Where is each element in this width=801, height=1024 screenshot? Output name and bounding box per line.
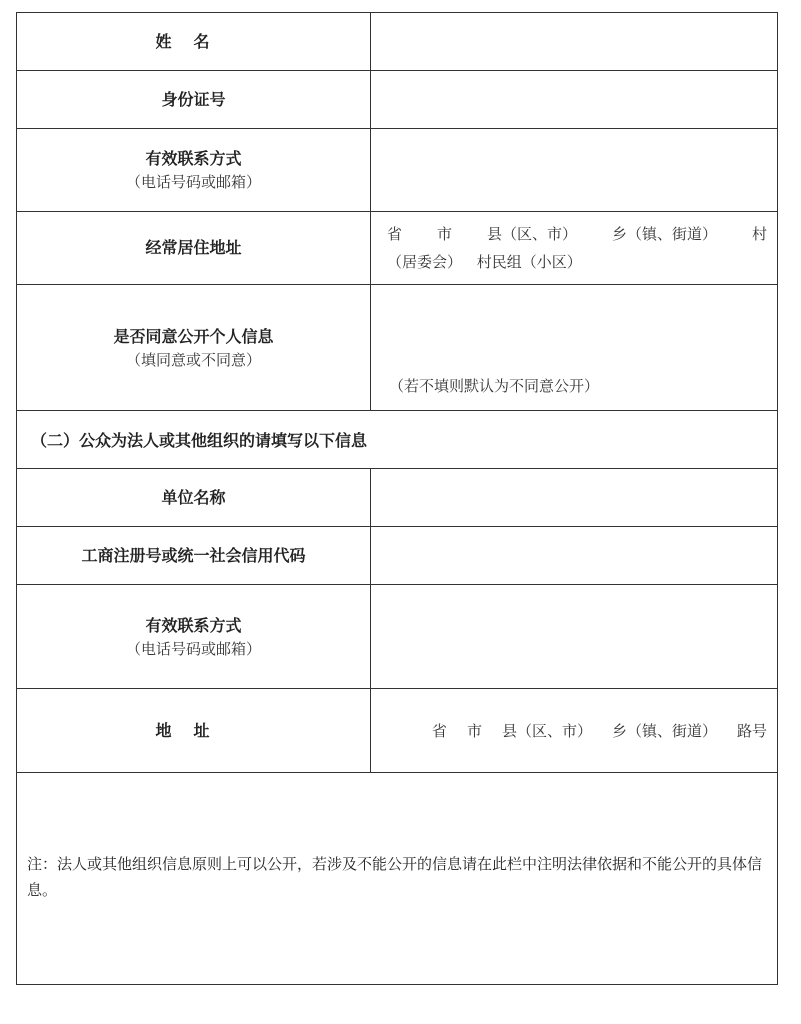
address-city: 市 [436, 225, 452, 243]
address-line-1 [387, 220, 767, 248]
id-label: 身份证号 [161, 89, 226, 109]
consent-row [17, 285, 778, 411]
org-contact-label-cell [17, 585, 371, 689]
note-row [17, 773, 778, 985]
address-input-cell[interactable] [371, 212, 778, 285]
section-2-title: （二）公众为法人或其他组织的请填写以下信息 [17, 411, 778, 469]
org-address-province: 省 [431, 722, 447, 740]
org-address-label-cell [17, 689, 371, 773]
name-label: 姓名 [155, 31, 232, 51]
org-address-label: 地址 [155, 720, 232, 740]
note-text: 注：法人或其他组织信息原则上可以公开，若涉及不能公开的信息请在此栏中注明法律依据和不能公开的具体信息。 [27, 855, 763, 899]
contact-row [17, 129, 778, 212]
contact-input-cell[interactable] [371, 129, 778, 212]
address-line-2 [387, 248, 767, 276]
consent-label-cell [17, 285, 371, 411]
address-label-cell [17, 212, 371, 285]
org-address-road: 路号 [736, 722, 767, 740]
address-label: 经常居住地址 [145, 238, 242, 257]
consent-default-note: （若不填则默认为不同意公开） [389, 377, 600, 395]
org-contact-hint: （电话号码或邮箱） [125, 639, 261, 658]
reg-label: 工商注册号或统一社会信用代码 [81, 545, 306, 565]
unit-label-cell [17, 469, 371, 527]
unit-input-cell[interactable] [371, 469, 778, 527]
address-group: 村民组（小区） [476, 253, 582, 271]
reg-row [17, 527, 778, 585]
address-committee: （居委会） [387, 253, 463, 271]
org-address-input-cell[interactable] [371, 689, 778, 773]
reg-label-cell [17, 527, 371, 585]
note-cell[interactable] [17, 773, 778, 985]
org-contact-label: 有效联系方式 [145, 615, 242, 635]
unit-label: 单位名称 [161, 487, 226, 507]
address-village: 村 [751, 225, 767, 243]
org-contact-input-cell[interactable] [371, 585, 778, 689]
address-province: 省 [387, 225, 403, 243]
org-address-city: 市 [466, 722, 482, 740]
contact-label-cell [17, 129, 371, 212]
consent-input-cell[interactable] [371, 285, 778, 411]
reg-input-cell[interactable] [371, 527, 778, 585]
id-row [17, 71, 778, 129]
org-address-line [432, 720, 767, 741]
unit-row [17, 469, 778, 527]
name-input-cell[interactable] [371, 13, 778, 71]
consent-label: 是否同意公开个人信息 [113, 326, 274, 346]
consent-hint: （填同意或不同意） [125, 350, 261, 369]
address-row [17, 212, 778, 285]
contact-label: 有效联系方式 [145, 149, 242, 168]
section-2-row [17, 411, 778, 469]
org-contact-row [17, 585, 778, 689]
org-address-county: 县（区、市） [501, 722, 592, 740]
application-form-table [16, 12, 778, 985]
org-address-town: 乡（镇、街道） [611, 722, 717, 740]
id-input-cell[interactable] [371, 71, 778, 129]
address-town: 乡（镇、街道） [611, 225, 717, 243]
name-label-cell [17, 13, 371, 71]
id-label-cell [17, 71, 371, 129]
name-row [17, 13, 778, 71]
org-address-row [17, 689, 778, 773]
contact-hint: （电话号码或邮箱） [125, 173, 261, 191]
address-county: 县（区、市） [486, 225, 577, 243]
